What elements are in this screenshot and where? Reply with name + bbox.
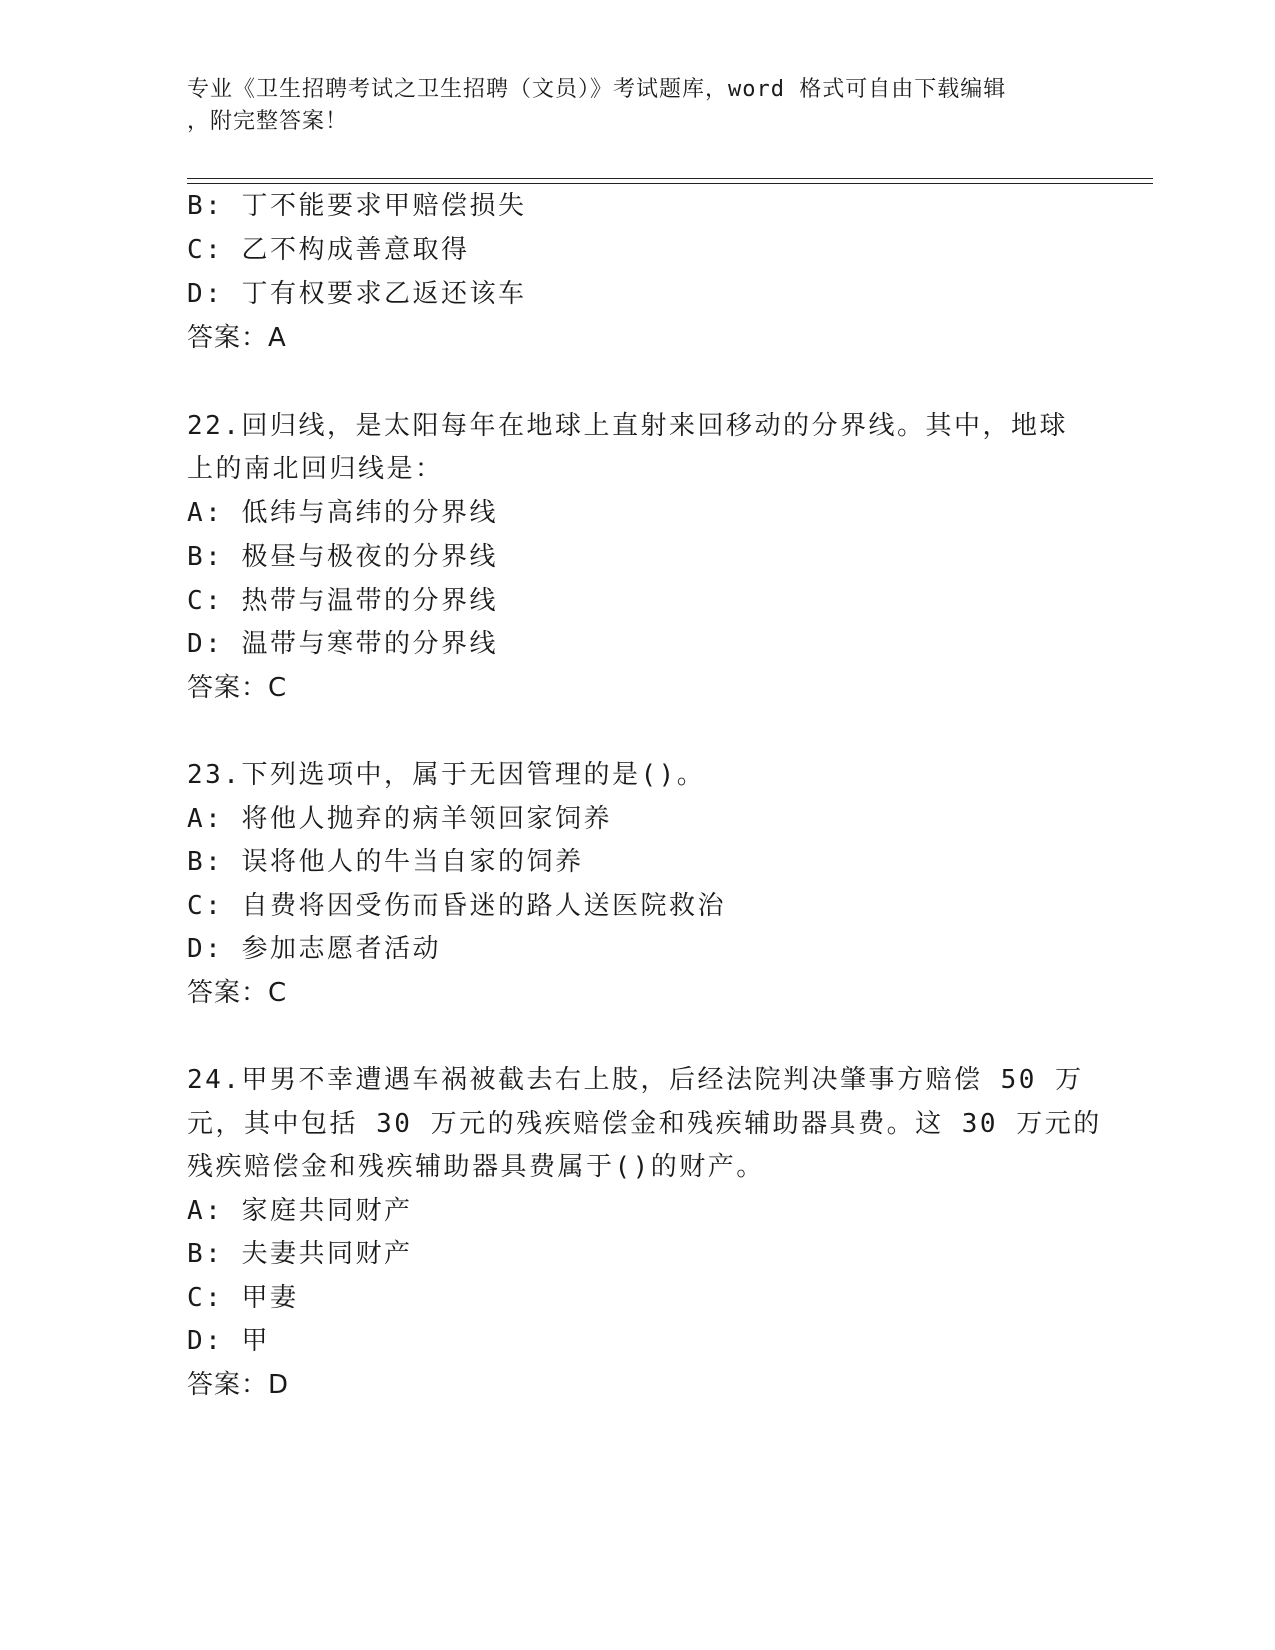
option-line: A: 家庭共同财产 (187, 1196, 413, 1226)
question-stem-line: 23.下列选项中，属于无因管理的是()。 (187, 760, 706, 790)
option-line: C: 自费将因受伤而昏迷的路人送医院救治 (187, 891, 726, 921)
header-divider-top (187, 178, 1153, 179)
option-line: D: 温带与寒带的分界线 (187, 629, 498, 659)
header-title-line: 专业《卫生招聘考试之卫生招聘（文员）》考试题库，word 格式可自由下载编辑 (187, 77, 1007, 102)
option-line: C: 热带与温带的分界线 (187, 586, 498, 616)
option-line: A: 将他人抛弃的病羊领回家饲养 (187, 804, 612, 834)
option-line: D: 丁有权要求乙返还该车 (187, 279, 527, 309)
option-line: A: 低纬与高纬的分界线 (187, 498, 498, 528)
option-line: B: 极昼与极夜的分界线 (187, 542, 498, 572)
answer-line: 答案：A (187, 323, 287, 353)
question-stem-line: 24.甲男不幸遭遇车祸被截去右上肢，后经法院判决肇事方赔偿 50 万 (187, 1065, 1084, 1095)
option-line: D: 参加志愿者活动 (187, 934, 441, 964)
header-divider-bottom (187, 183, 1153, 184)
answer-line: 答案：D (187, 1370, 290, 1400)
answer-line: 答案：C (187, 978, 288, 1008)
header-subtitle-line: ，附完整答案！ (187, 109, 349, 134)
document-header (187, 74, 1087, 138)
question-stem-line: 22.回归线，是太阳每年在地球上直射来回移动的分界线。其中，地球 (187, 411, 1068, 441)
question-stem-line: 元，其中包括 30 万元的残疾赔偿金和残疾辅助器具费。这 30 万元的 (187, 1109, 1102, 1139)
option-line: B: 夫妻共同财产 (187, 1239, 413, 1269)
option-line: C: 乙不构成善意取得 (187, 235, 470, 265)
option-line: B: 丁不能要求甲赔偿损失 (187, 191, 527, 221)
question-stem-line: 残疾赔偿金和残疾辅助器具费属于()的财产。 (187, 1152, 765, 1182)
option-line: C: 甲妻 (187, 1283, 299, 1313)
question-stem-line: 上的南北回归线是： (187, 454, 444, 484)
option-line: D: 甲 (187, 1326, 270, 1356)
answer-line: 答案：C (187, 673, 288, 703)
option-line: B: 误将他人的牛当自家的饲养 (187, 847, 584, 877)
